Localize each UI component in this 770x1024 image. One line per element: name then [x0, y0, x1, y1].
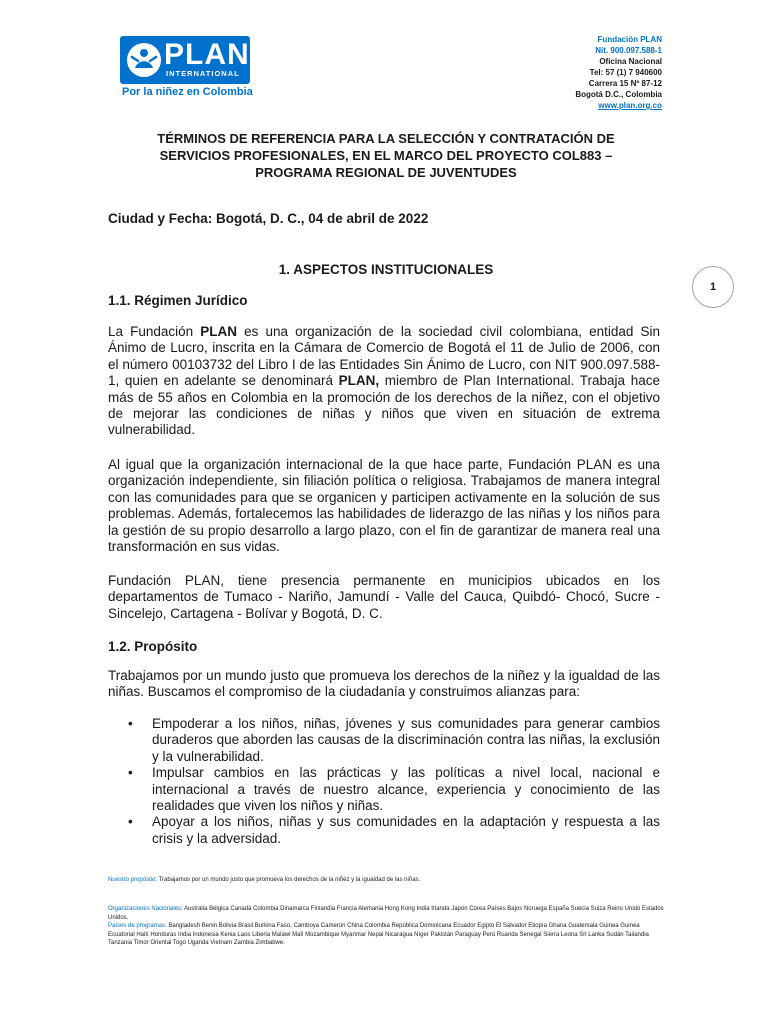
- plan-globe-icon: [126, 42, 162, 78]
- text-run: es una organización de la sociedad civil colombiana, entidad Sin Ánimo de Lucro, inscrita en la Cámara de Comercio de Bogotá el 11 de Julio de 2006, con el número 00103732 del Libro I de las Entidades Sin Ánimo de Lucro, con NIT 900.097.588-1, quien en adelante se denominará: [108, 324, 661, 389]
- logo-subtitle: INTERNATIONAL: [166, 69, 240, 78]
- title-line: TÉRMINOS DE REFERENCIA PARA LA SELECCIÓN Y CONTRATACIÓN DE: [157, 131, 615, 146]
- title-line: SERVICIOS PROFESIONALES, EN EL MARCO DEL PROYECTO COL883 –: [159, 148, 613, 163]
- address-city: Bogotá D.C., Colombia: [575, 90, 662, 99]
- footer-national-orgs: [108, 905, 664, 922]
- address-block: [575, 34, 662, 111]
- purpose-bullet-list: [108, 716, 660, 847]
- page-number-badge: 1: [692, 266, 734, 308]
- address-nit: Nit. 900.097.588-1: [595, 46, 662, 55]
- website-link[interactable]: www.plan.org.co: [598, 101, 662, 110]
- paragraph-proposito: Trabajamos por un mundo justo que promueva los derechos de la niñez y la igualdad de las niñas. Buscamos el compromiso de la ciudadanía y construimos alianzas para:: [108, 668, 660, 700]
- document-title: [108, 130, 664, 181]
- footer-national-label: Organizaciones Nacionales:: [108, 906, 183, 912]
- bullet-dot: •: [128, 765, 133, 781]
- address-org: Fundación PLAN: [597, 35, 662, 44]
- footer-program-text: Bangladesh Benin Bolivia Brasil Burkina Faso, Camboya Camerún China Colombia República Dominicana Ecuador Egipto El Salvador Etiopía Ghana Guatemala Guinea Guinea Ecuatorial Haití Honduras India Indonesia Kenia Laos Liberia Malawi Malí Mozambique Myanmar Nepal Nicaragua Níger Pakistán Paraguay Perú Ruanda Senegal Sierra Leona Sri Lanka Sudán Tailandia Tanzania Timor Oriental Togo Uganda Vietnam Zambia Zimbabwe.: [108, 923, 649, 946]
- paragraph-organizacion: Al igual que la organización internacional de la que hace parte, Fundación PLAN es una organización independiente, sin filiación política o religiosa. Trabajamos de manera integral con las comunidades para que se organicen y participen activamente en la solución de sus problemas. Además, fortalecemos las habilidades de liderazgo de las niñas y los niños para la gestión de su propio desarrollo a largo plazo, con el fin de garantizar de manera real una transformación en sus vidas.: [108, 457, 660, 555]
- footer-purpose: [108, 876, 664, 885]
- list-item: [108, 814, 660, 847]
- plan-logo: [120, 36, 253, 98]
- title-line: PROGRAMA REGIONAL DE JUVENTUDES: [255, 165, 517, 180]
- logo-tagline: Por la niñez en Colombia: [122, 86, 253, 98]
- address-office: Oficina Nacional: [599, 57, 662, 66]
- list-item-text: Empoderar a los niños, niñas, jóvenes y sus comunidades para generar cambios duraderos que aborden las causas de la discriminación contra las niñas, la exclusión y la vulnerabilidad.: [152, 716, 660, 764]
- list-item-text: Impulsar cambios en las prácticas y las políticas a nivel local, nacional e internacional a través de nuestro alcance, experiencia y conocimiento de las realidades que viven los niños y niñas.: [152, 765, 660, 814]
- paragraph-presencia: Fundación PLAN, tiene presencia permanente en municipios ubicados en los departamentos de Tumaco - Nariño, Jamundí - Valle del Cauca, Quibdó- Chocó, Sucre - Sincelejo, Cartagena - Bolívar y Bogotá, D. C.: [108, 573, 660, 621]
- list-item: [108, 716, 660, 765]
- address-phone: Tel: 57 (1) 7 940600: [589, 68, 662, 77]
- text-run: miembro de Plan International. Trabaja hace más de 55 años en Colombia en la promoción de los derechos de la niñez, con el objetivo de mejorar las condiciones de niñas y niños que viven en situación de extrema vulnerabilidad.: [108, 373, 660, 438]
- footer-program-label: Países de programas:: [108, 923, 167, 929]
- heading-regimen-juridico: 1.1. Régimen Jurídico: [108, 293, 248, 308]
- logo-word: PLAN: [164, 38, 250, 71]
- footer-national-text: Australia Bélgica Canadá Colombia Dinamarca Finlandia Francia Alemania Hong Kong India Irlanda Japón Corea Países Bajos Noruega España Suecia Suiza Reino Unido Estados Unidos.: [108, 906, 664, 921]
- bold-run: PLAN: [200, 324, 238, 339]
- text-run: La Fundación: [108, 324, 201, 339]
- list-item-text: Apoyar a los niños, niñas y sus comunidades en la adaptación y respuesta a las crisis y la adversidad.: [152, 814, 660, 846]
- section-title: 1. ASPECTOS INSTITUCIONALES: [278, 262, 494, 277]
- bullet-dot: •: [128, 814, 133, 830]
- bold-run: PLAN,: [338, 373, 380, 389]
- heading-proposito: 1.2. Propósito: [108, 639, 198, 654]
- footer-purpose-label: Nuestro propósito:: [108, 877, 158, 883]
- list-item: [108, 765, 660, 814]
- paragraph-regimen: [108, 324, 660, 439]
- address-street: Carrera 15 Nº 87-12: [588, 79, 662, 88]
- footer-purpose-text: Trabajamos por un mundo justo que promueva los derechos de la niñez y la igualdad de las niñas.: [158, 877, 421, 883]
- city-date: Ciudad y Fecha: Bogotá, D. C., 04 de abril de 2022: [108, 211, 429, 226]
- bullet-dot: •: [128, 716, 133, 731]
- footer-program-countries: [108, 922, 664, 948]
- logo-box: [120, 36, 250, 84]
